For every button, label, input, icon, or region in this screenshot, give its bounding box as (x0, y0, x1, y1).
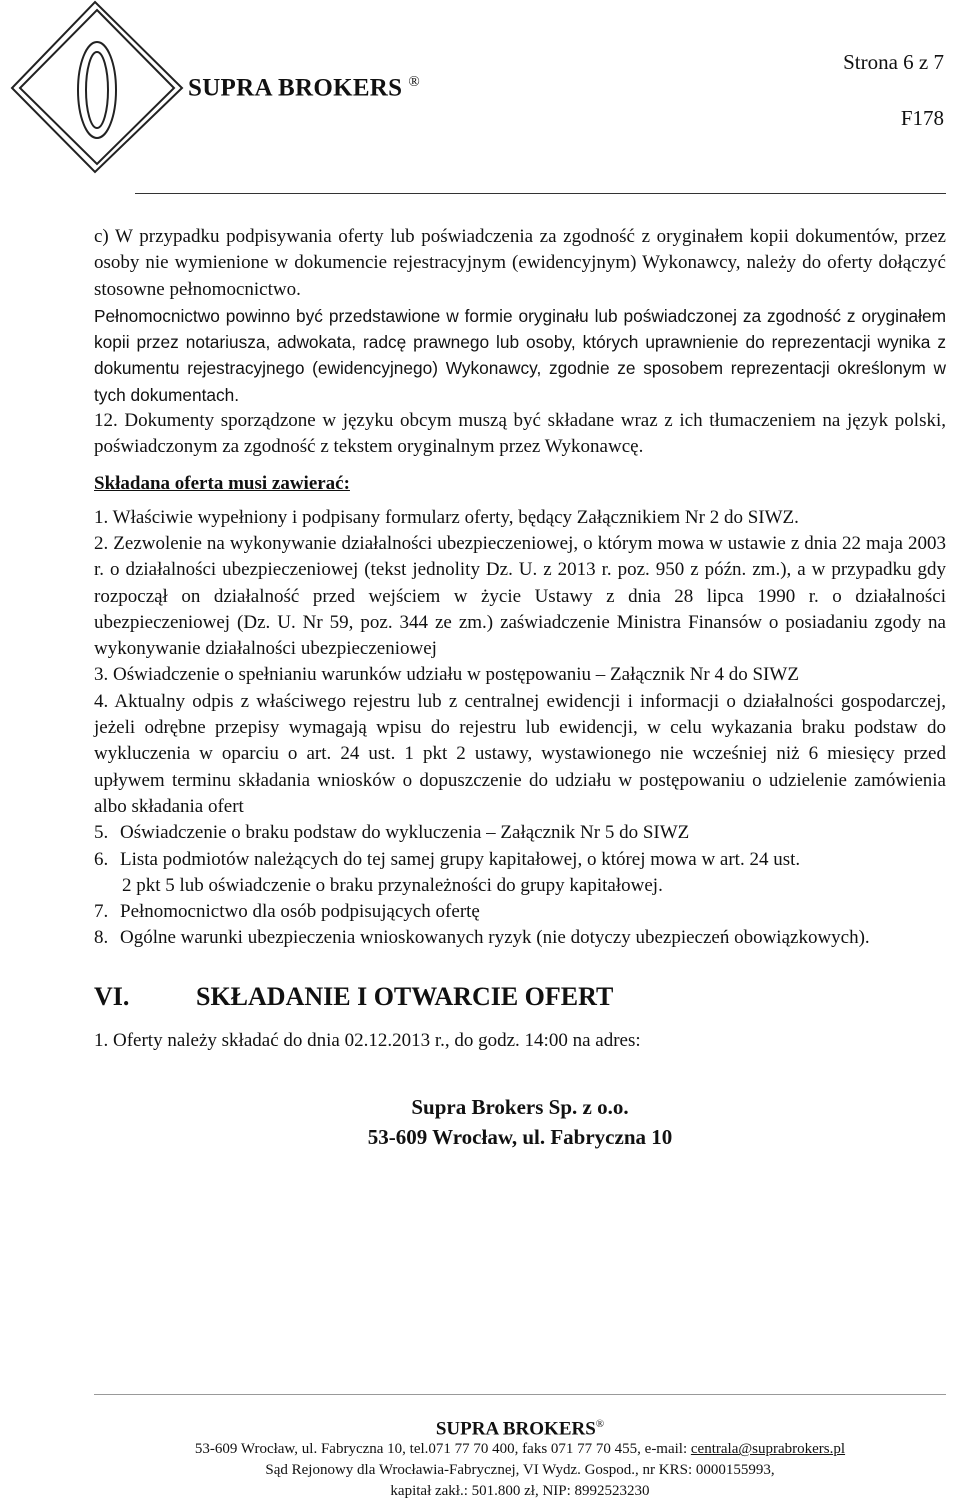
paragraph-c: c) W przypadku podpisywania oferty lub poświadczenia za zgodność z oryginałem kopii dokumentów, przez osoby nie wymienione w dokumencie rejestracyjnym (ewidencyjnym) Wykonawcy, należy do oferty dołączyć stosowne pełnomocnictwo. (94, 226, 946, 300)
offer-item-1: 1. Właściwie wypełniony i podpisany formularz oferty, będący Załącznikiem Nr 2 do SIWZ. (94, 506, 799, 528)
page-number: Strona 6 z 7 (843, 50, 944, 74)
item-number: 5. (94, 822, 109, 844)
brand-name: SUPRA BROKERS (188, 74, 403, 102)
footer-court-line: Sąd Rejonowy dla Wrocławia-Fabrycznej, VI Wydz. Gospod., nr KRS: 0000155993, (265, 1462, 775, 1479)
section-title: SKŁADANIE I OTWARCIE OFERT (196, 981, 614, 1011)
offer-contents-heading: Składana oferta musi zawierać: (94, 472, 350, 494)
item-number: 6. (94, 848, 109, 870)
deadline-paragraph: 1. Oferty należy składać do dnia 02.12.2013 r., do godz. 14:00 na adres: (94, 1029, 641, 1051)
footer-contact: 53-609 Wrocław, ul. Fabryczna 10, tel.071 77 70 400, faks 071 77 70 455, e-mail: (194, 1441, 691, 1458)
footer-capital-line: kapitał zakł.: 501.800 zł, NIP: 8992523230 (390, 1483, 650, 1500)
header-divider (135, 193, 946, 194)
paragraph-power-of-attorney: Pełnomocnictwo powinno być przedstawione w formie oryginału lub poświadczonej za zgodność z oryginałem kopii przez notariusza, adwokata, radcę prawnego lub osoby, których uprawnienie do reprezentacji wynika z dokumentu rejestracyjnego (ewidencyjnego) Wykonawcy, zgodnie ze sposobem reprezentacji określonym w tych dokumentach. (94, 305, 946, 405)
section-heading (94, 982, 946, 1012)
registered-mark: ® (408, 74, 421, 90)
item-text: Oświadczenie o braku podstaw do wykluczenia – Załącznik Nr 5 do SIWZ (120, 822, 690, 844)
page-footer (94, 1414, 946, 1502)
footer-brand (94, 1414, 946, 1439)
form-code: F178 (900, 106, 944, 130)
offer-item-3: 3. Oświadczenie o spełnianiu warunków udziału w postępowaniu – Załącznik Nr 4 do SIWZ (94, 664, 799, 686)
footer-brand-name: SUPRA BROKERS (435, 1418, 596, 1440)
offer-item-6-continuation: 2 pkt 5 lub oświadczenie o braku przynależności do grupy kapitałowej. (122, 874, 663, 896)
company-logo (10, 0, 190, 175)
item-text: Pełnomocnictwo dla osób podpisujących ofertę (120, 901, 480, 923)
document-body (94, 224, 946, 1152)
offer-item-7 (94, 899, 946, 925)
offer-item-6 (94, 847, 946, 873)
offer-item-4: 4. Aktualny odpis z właściwego rejestru lub z centralnej ewidencji i informacji o działalności gospodarczej, jeżeli odrębne przepisy wymagają wpisu do rejestru lub ewidencji, w celu wykazania braku podstaw do wykluczenia w oparciu o art. 24 ust. 1 pkt 2 ustawy, wystawionego nie wcześniej niż 6 miesięcy przed upływem terminu składania wniosków o dopuszczenie do udziału w postępowaniu o udzielenie zamówienia albo składania ofert (94, 690, 946, 817)
item-number: 8. (94, 927, 109, 949)
offer-item-5 (94, 820, 946, 846)
footer-email-link[interactable]: centrala@suprabrokers.pl (690, 1441, 846, 1458)
item-number: 7. (94, 901, 109, 923)
offer-item-8 (94, 925, 946, 951)
footer-divider (94, 1394, 946, 1395)
paragraph-12: 12. Dokumenty sporządzone w języku obcym muszą być składane wraz z ich tłumaczeniem na język polski, poświadczonym za zgodność z tekstem oryginalnym przez Wykonawcę. (94, 410, 946, 458)
item-text: Lista podmiotów należących do tej samej grupy kapitałowej, o której mowa w art. 24 ust. (120, 848, 801, 870)
section-number: VI. (94, 981, 130, 1011)
offer-item-2: 2. Zezwolenie na wykonywanie działalności ubezpieczeniowej, o którym mowa w ustawie z dnia 22 maja 2003 r. o działalności ubezpieczeniowej (tekst jednolity Dz. U. z 2013 r. poz. 950 z późn. zm.), a w przypadku gdy rozpoczął on działalność przed wejściem w życie Ustawy z dnia 28 lipca 1990 r. o działalności ubezpieczeniowej (Dz. U. Nr 59, poz. 344 ze zm.) zaświadczenie Ministra Finansów o posiadaniu zgody na wykonywanie działalności ubezpieczeniowej (94, 532, 946, 660)
header-brand (188, 74, 420, 102)
footer-contact-line (94, 1439, 946, 1460)
footer-registered-mark: ® (595, 1418, 605, 1430)
address-line-2: 53-609 Wrocław, ul. Fabryczna 10 (367, 1125, 673, 1150)
address-line-1: Supra Brokers Sp. z o.o. (411, 1095, 629, 1120)
item-text: Ogólne warunki ubezpieczenia wnioskowanych ryzyk (nie dotyczy ubezpieczeń obowiązkowych). (120, 927, 870, 949)
